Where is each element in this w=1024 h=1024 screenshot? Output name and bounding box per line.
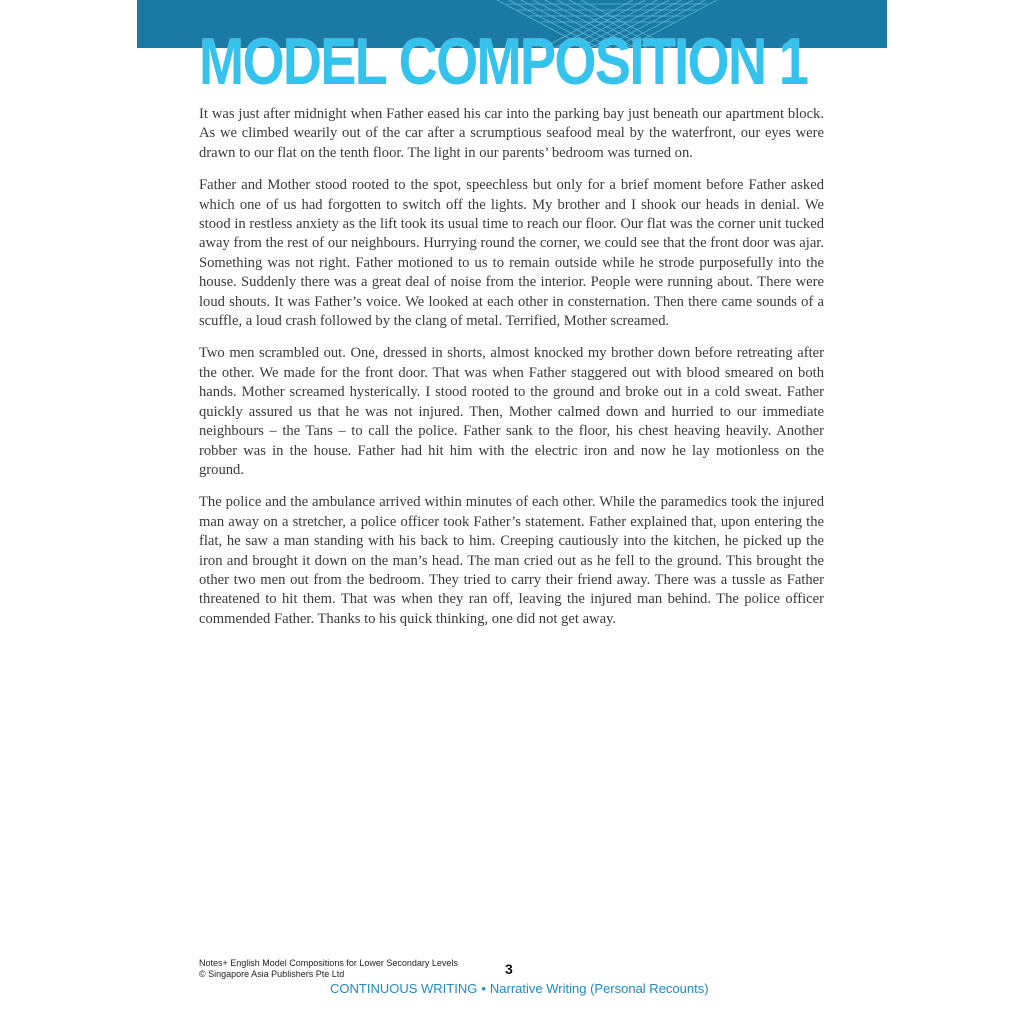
book-title: Notes+ English Model Compositions for Lower Secondary Levels (199, 958, 458, 968)
page-title: MODEL COMPOSITION 1 (199, 24, 808, 98)
paragraph-1: It was just after midnight when Father eased his car into the parking bay just beneath our apartment block. As we climbed wearily out of the car after a scrumptious seafood meal by the waterfront, our eyes were drawn to our flat on the tenth floor. The light in our parents’ bedroom was turned on. (199, 106, 824, 161)
paragraph-4: The police and the ambulance arrived within minutes of each other. While the paramedics took the injured man away on a stretcher, a police officer took Father’s statement. Father explained that, upon entering the flat, he saw a man standing with his back to him. Creeping cautiously into the kitchen, he picked up the iron and brought it down on the man’s head. The man cried out as he fell to the ground. This brought the other two men out from the bedroom. They tried to carry their friend away. There was a tussle as Father threatened to hit them. That was when they ran off, leaving the injured man behind. The police officer commended Father. Thanks to his quick thinking, one did not get away. (199, 494, 824, 627)
section-name: CONTINUOUS WRITING (330, 981, 478, 996)
section-label (330, 981, 709, 996)
composition-body (199, 105, 824, 642)
paragraph-3: Two men scrambled out. One, dressed in shorts, almost knocked my brother down before retreating after the other. We made for the front door. That was when Father staggered out with blood smeared on both hands. Mother screamed hysterically. I stood rooted to the ground and broke out in a cold sweat. Father quickly assured us that he was not injured. Then, Mother calmed down and hurried to our immediate neighbours – the Tans – to call the police. Father sank to the floor, his chest heaving heavily. Another robber was in the house. Father had hit him with the electric iron and now he lay motionless on the ground. (199, 345, 824, 478)
footer-credits (199, 958, 458, 980)
copyright-notice: © Singapore Asia Publishers Pte Ltd (199, 969, 345, 979)
bullet-icon: • (481, 981, 486, 996)
page-number: 3 (505, 961, 513, 977)
paragraph-2: Father and Mother stood rooted to the spot, speechless but only for a brief moment before Father asked which one of us had forgotten to switch off the lights. My brother and I shook our heads in denial. We stood in restless anxiety as the lift took its usual time to reach our floor. Our flat was the corner unit tucked away from the rest of our neighbours. Hurrying round the corner, we could see that the front door was ajar. Something was not right. Father motioned to us to remain outside while he strode purposefully into the house. Suddenly there was a great deal of noise from the interior. People were running about. There were loud shouts. It was Father’s voice. We looked at each other in consternation. Then there came sounds of a scuffle, a loud crash followed by the clang of metal. Terrified, Mother screamed. (199, 177, 824, 330)
subsection-name: Narrative Writing (Personal Recounts) (489, 981, 709, 996)
